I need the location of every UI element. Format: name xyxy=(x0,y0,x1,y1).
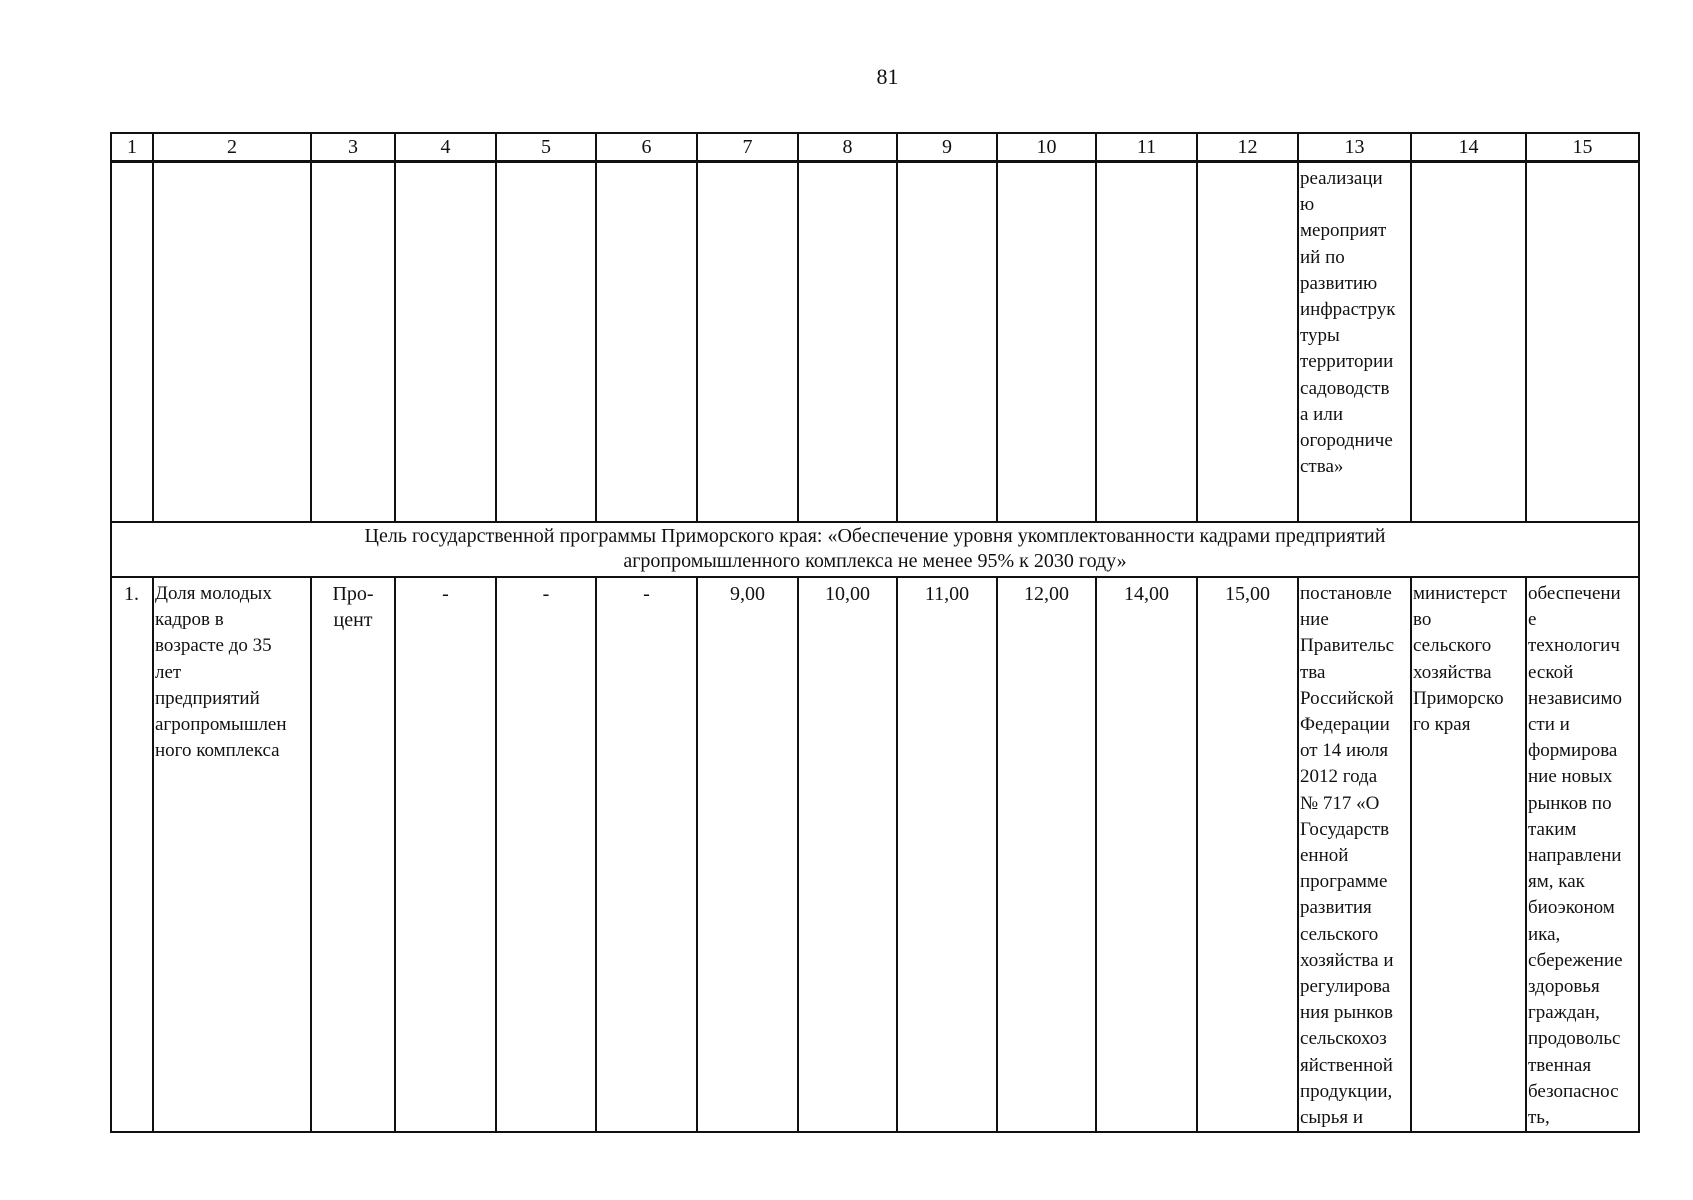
unit-cell xyxy=(311,577,395,1132)
national-goal xyxy=(1526,577,1639,1132)
indicators-table xyxy=(110,132,1640,1133)
text-line: рынков по xyxy=(1528,792,1612,814)
header-row xyxy=(111,133,1639,162)
value-cell: - xyxy=(596,577,697,1132)
text-line: яйственной xyxy=(1300,1054,1393,1076)
text-line: ние новых xyxy=(1528,766,1613,788)
text-line: садоводств xyxy=(1300,377,1390,399)
value-cell: 10,00 xyxy=(798,577,897,1132)
text-line: Федерации xyxy=(1300,714,1390,736)
header-cell: 3 xyxy=(311,133,395,162)
text-line: а или xyxy=(1300,403,1344,425)
text-line: возрасте до 35 xyxy=(155,635,272,657)
text-line: продукции, xyxy=(1300,1080,1393,1102)
continuation-col13 xyxy=(1298,162,1411,523)
text-line: реализаци xyxy=(1300,168,1383,189)
row-number: 1. xyxy=(111,577,153,1132)
text-line: независимо xyxy=(1528,687,1623,709)
responsible-body xyxy=(1411,577,1526,1132)
text-line: сбережение xyxy=(1528,949,1623,971)
document-basis xyxy=(1298,577,1411,1132)
goal-line: Цель государственной программы Приморского края: «Обеспечение уровня укомплектованности кадрами предприятий xyxy=(364,525,1386,547)
text-line: развитию xyxy=(1300,272,1378,294)
text-line: мероприят xyxy=(1300,220,1387,242)
text-line: е xyxy=(1528,609,1537,631)
text-line: программе xyxy=(1300,871,1388,893)
value-cell: 15,00 xyxy=(1197,577,1298,1132)
header-cell: 8 xyxy=(798,133,897,162)
text-line: Государств xyxy=(1300,818,1390,840)
text-line: 2012 года xyxy=(1300,766,1378,788)
value-cell: - xyxy=(395,577,496,1132)
text-line: ства» xyxy=(1300,456,1344,478)
text-line: ий по xyxy=(1300,246,1345,268)
goal-line: агропромышленного комплекса не менее 95% к 2030 году» xyxy=(623,550,1127,572)
text-line: министерст xyxy=(1413,583,1507,604)
text-line: Российской xyxy=(1300,687,1394,709)
header-cell: 10 xyxy=(997,133,1096,162)
text-line: Про- xyxy=(332,583,374,605)
text-line: туры xyxy=(1300,325,1340,347)
text-line: от 14 июля xyxy=(1300,740,1389,762)
text-line: Приморско xyxy=(1413,687,1504,709)
value-cell: 14,00 xyxy=(1096,577,1197,1132)
header-cell: 4 xyxy=(395,133,496,162)
text-line: формирова xyxy=(1528,740,1618,762)
text-line: твенная xyxy=(1528,1054,1592,1076)
text-line: направлени xyxy=(1528,845,1622,867)
text-line: енной xyxy=(1300,845,1349,867)
text-line: граждан, xyxy=(1528,1002,1600,1024)
text-line: ть, xyxy=(1528,1107,1550,1129)
header-cell: 5 xyxy=(496,133,596,162)
text-line: сельскохоз xyxy=(1300,1028,1387,1050)
text-line: безопаснос xyxy=(1528,1080,1619,1102)
text-line: хозяйства и xyxy=(1300,949,1394,971)
text-line: сырья и xyxy=(1300,1107,1364,1129)
text-line: агропромышлен xyxy=(155,714,287,736)
value-cell: - xyxy=(496,577,596,1132)
text-line: ика, xyxy=(1528,923,1561,945)
text-line: Доля молодых xyxy=(155,583,272,604)
text-line: огородниче xyxy=(1300,430,1393,452)
text-line: таким xyxy=(1528,818,1577,840)
page-number: 81 xyxy=(876,64,899,89)
header-cell: 13 xyxy=(1298,133,1411,162)
text-line: кадров в xyxy=(155,609,224,631)
text-line: сельского xyxy=(1413,635,1492,657)
header-cell: 1 xyxy=(111,133,153,162)
text-line: инфраструк xyxy=(1300,299,1396,321)
text-line: регулирова xyxy=(1300,976,1391,998)
header-cell: 12 xyxy=(1197,133,1298,162)
text-line: ния рынков xyxy=(1300,1002,1393,1024)
header-cell: 2 xyxy=(153,133,311,162)
text-line: еской xyxy=(1528,661,1574,683)
header-cell: 11 xyxy=(1096,133,1197,162)
text-line: цент xyxy=(333,609,373,632)
text-line: постановле xyxy=(1300,583,1392,604)
text-line: ям, как xyxy=(1528,871,1585,893)
text-line: технологич xyxy=(1528,635,1620,657)
text-line: тва xyxy=(1300,661,1326,683)
text-line: го края xyxy=(1413,714,1471,736)
text-line: продовольс xyxy=(1528,1028,1621,1050)
text-line: хозяйства xyxy=(1413,661,1492,683)
text-line: территории xyxy=(1300,351,1394,373)
text-line: обеспечени xyxy=(1528,583,1621,604)
text-line: здоровья xyxy=(1528,976,1600,998)
text-line: сельского xyxy=(1300,923,1379,945)
indicator-name xyxy=(153,577,311,1132)
text-line: Правительс xyxy=(1300,635,1395,657)
value-cell: 9,00 xyxy=(697,577,798,1132)
text-line: № 717 «О xyxy=(1300,792,1380,814)
text-line: биоэконом xyxy=(1528,897,1615,919)
text-line: сти и xyxy=(1528,714,1570,736)
text-line: ного комплекса xyxy=(155,740,280,762)
text-line: лет xyxy=(155,661,182,683)
goal-cell xyxy=(111,522,1639,577)
table-row xyxy=(111,577,1639,1132)
text-line: ние xyxy=(1300,609,1329,631)
text-line: предприятий xyxy=(155,687,260,709)
value-cell: 12,00 xyxy=(997,577,1096,1132)
value-cell: 11,00 xyxy=(897,577,997,1132)
goal-row xyxy=(111,522,1639,577)
header-cell: 7 xyxy=(697,133,798,162)
header-cell: 14 xyxy=(1411,133,1526,162)
header-cell: 9 xyxy=(897,133,997,162)
text-line: развития xyxy=(1300,897,1372,919)
text-line: во xyxy=(1413,609,1432,631)
continuation-row xyxy=(111,162,1639,523)
header-cell: 15 xyxy=(1526,133,1639,162)
text-line: ю xyxy=(1300,194,1315,216)
header-cell: 6 xyxy=(596,133,697,162)
